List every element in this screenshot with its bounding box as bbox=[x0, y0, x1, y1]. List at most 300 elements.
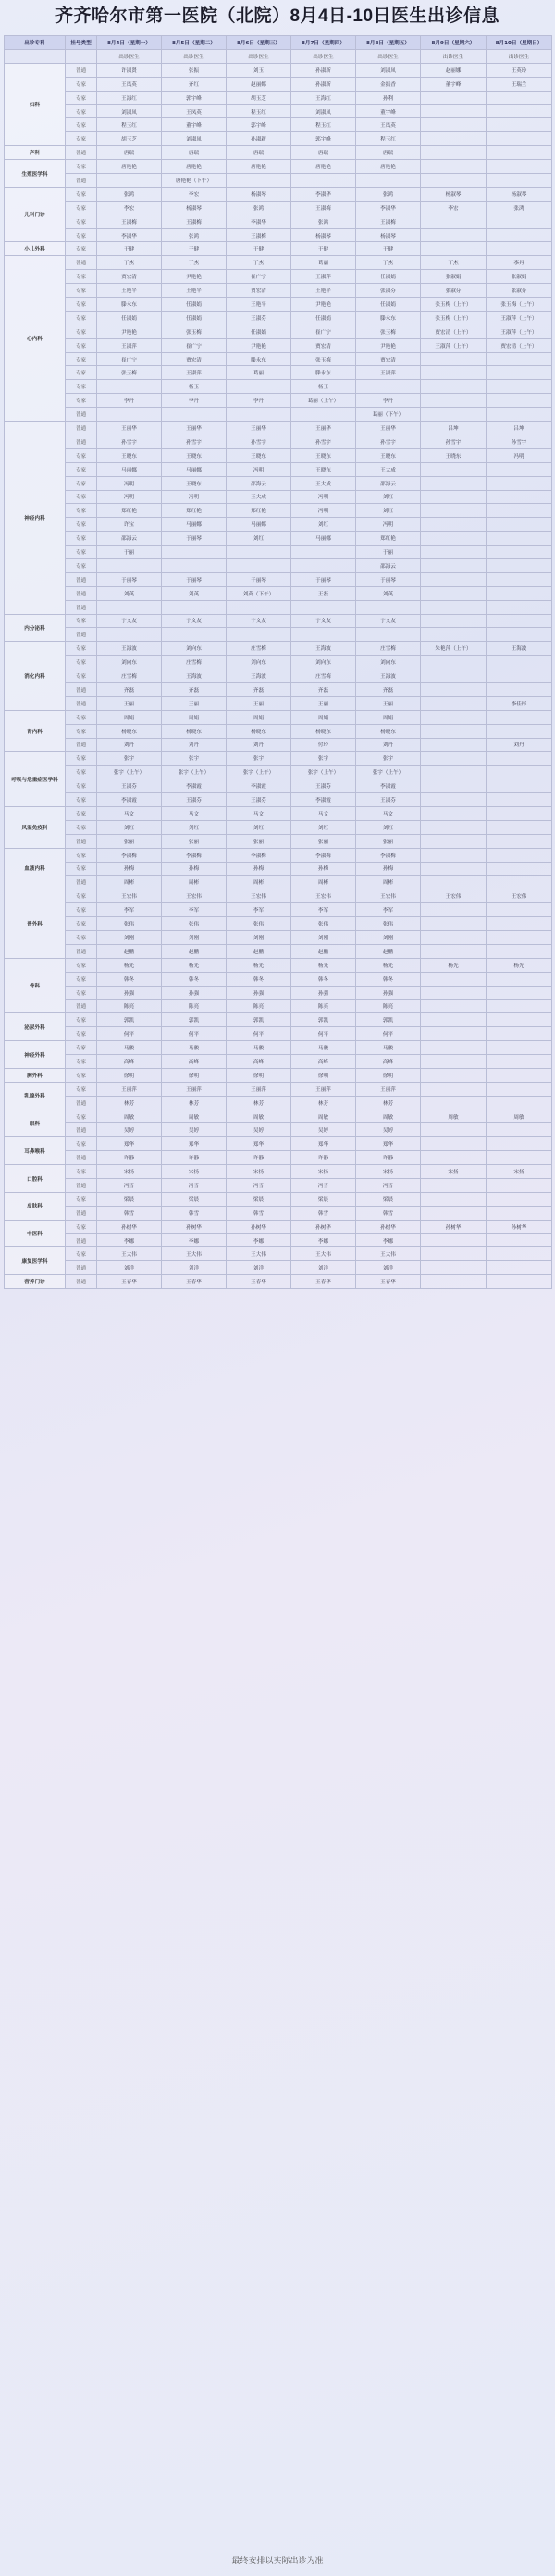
doctor-cell: 丁杰 bbox=[162, 256, 227, 270]
registration-type: 普通 bbox=[66, 1206, 97, 1220]
doctor-cell: 郑红艳 bbox=[97, 504, 162, 518]
doctor-cell: 程玉红 bbox=[97, 118, 162, 132]
doctor-cell: 周彬 bbox=[356, 876, 421, 889]
doctor-cell: 孙雪宇 bbox=[356, 435, 421, 448]
doctor-cell: 张丽 bbox=[162, 834, 227, 848]
doctor-cell bbox=[487, 1179, 552, 1193]
doctor-cell: 孙淑新 bbox=[291, 63, 356, 77]
doctor-cell: 于丽 bbox=[356, 546, 421, 559]
doctor-cell: 杨淑琴 bbox=[291, 228, 356, 242]
doctor-cell: 王海波 bbox=[291, 642, 356, 656]
doctor-cell: 于丽琴 bbox=[227, 572, 291, 586]
doctor-cell bbox=[421, 752, 487, 766]
registration-type: 普通 bbox=[66, 1000, 97, 1013]
doctor-cell: 林芳 bbox=[356, 1096, 421, 1110]
doctor-cell bbox=[421, 669, 487, 683]
doctor-cell: 李丹 bbox=[356, 394, 421, 408]
doctor-cell: 韩冬 bbox=[291, 972, 356, 986]
doctor-cell bbox=[487, 394, 552, 408]
registration-type: 专家 bbox=[66, 77, 97, 91]
doctor-cell: 张鸿 bbox=[97, 187, 162, 201]
department-name: 内分泌科 bbox=[5, 614, 66, 642]
doctor-cell bbox=[421, 174, 487, 188]
doctor-cell: 高峰 bbox=[291, 1055, 356, 1069]
doctor-cell: 于丽琴 bbox=[162, 532, 227, 546]
doctor-cell bbox=[487, 1068, 552, 1082]
doctor-cell bbox=[487, 600, 552, 614]
doctor-cell bbox=[97, 408, 162, 422]
doctor-cell: 马骏 bbox=[227, 1041, 291, 1055]
doctor-cell: 郑华 bbox=[291, 1137, 356, 1151]
registration-type: 专家 bbox=[66, 298, 97, 312]
doctor-cell: 杨光 bbox=[97, 958, 162, 972]
doctor-cell: 贾宏清 bbox=[97, 270, 162, 284]
doctor-cell: 郭凯 bbox=[227, 1013, 291, 1027]
doctor-cell bbox=[421, 586, 487, 600]
doctor-cell bbox=[487, 903, 552, 917]
doctor-cell: 李娜 bbox=[97, 1233, 162, 1247]
doctor-cell: 王淑芬 bbox=[227, 311, 291, 325]
doctor-cell bbox=[487, 1000, 552, 1013]
table-row bbox=[5, 380, 552, 394]
doctor-cell: 孙强 bbox=[291, 986, 356, 1000]
doctor-cell: 唐艳艳 bbox=[97, 160, 162, 174]
doctor-cell bbox=[162, 600, 227, 614]
registration-type: 普通 bbox=[66, 696, 97, 710]
doctor-cell: 王海波 bbox=[97, 642, 162, 656]
table-row bbox=[5, 628, 552, 642]
doctor-cell: 王晓东 bbox=[162, 448, 227, 462]
doctor-cell: 吴婷 bbox=[162, 1123, 227, 1137]
doctor-cell: 吴婷 bbox=[356, 1123, 421, 1137]
registration-type: 专家 bbox=[66, 325, 97, 338]
doctor-cell: 周娟 bbox=[356, 710, 421, 724]
doctor-cell: 王凤英 bbox=[356, 118, 421, 132]
registration-type: 专家 bbox=[66, 132, 97, 146]
doctor-cell bbox=[487, 752, 552, 766]
doctor-cell: 邵海云 bbox=[97, 532, 162, 546]
doctor-cell bbox=[487, 614, 552, 628]
doctor-cell: 王丽萍 bbox=[227, 1082, 291, 1096]
registration-type: 专家 bbox=[66, 242, 97, 256]
doctor-cell bbox=[227, 408, 291, 422]
registration-type: 专家 bbox=[66, 848, 97, 862]
doctor-cell: 张鸿 bbox=[291, 215, 356, 228]
table-row bbox=[5, 862, 552, 876]
doctor-cell: 王淑梅 bbox=[97, 215, 162, 228]
doctor-cell bbox=[487, 628, 552, 642]
doctor-cell bbox=[421, 1179, 487, 1193]
doctor-cell: 张丽 bbox=[291, 834, 356, 848]
doctor-cell: 孙梅 bbox=[97, 862, 162, 876]
table-row bbox=[5, 242, 552, 256]
table-row bbox=[5, 1275, 552, 1289]
registration-type: 专家 bbox=[66, 490, 97, 504]
doctor-cell: 张玉梅 bbox=[97, 366, 162, 380]
doctor-cell: 周彬 bbox=[291, 876, 356, 889]
doctor-cell: 郑华 bbox=[227, 1137, 291, 1151]
table-row bbox=[5, 311, 552, 325]
doctor-cell: 周彬 bbox=[227, 876, 291, 889]
doctor-cell: 王大成 bbox=[227, 490, 291, 504]
doctor-cell bbox=[421, 104, 487, 118]
doctor-cell: 李佳彤 bbox=[487, 696, 552, 710]
doctor-cell: 贾宏清 bbox=[291, 338, 356, 352]
registration-type: 普通 bbox=[66, 738, 97, 752]
doctor-cell: 冯雪 bbox=[356, 1179, 421, 1193]
doctor-cell: 庄雪梅 bbox=[162, 656, 227, 669]
table-row bbox=[5, 586, 552, 600]
doctor-cell: 唐瑞 bbox=[291, 146, 356, 160]
doctor-cell bbox=[421, 738, 487, 752]
registration-type: 专家 bbox=[66, 1013, 97, 1027]
doctor-cell: 王淑萍（上午） bbox=[487, 325, 552, 338]
doctor-cell bbox=[487, 1013, 552, 1027]
doctor-cell: 周敏 bbox=[421, 1110, 487, 1123]
doctor-cell: 孙雪宇 bbox=[162, 435, 227, 448]
header-day-3: 8月6日（星期三） bbox=[227, 36, 291, 50]
doctor-cell: 周敏 bbox=[227, 1110, 291, 1123]
doctor-cell: 张宇 bbox=[356, 752, 421, 766]
doctor-cell: 王丽萍 bbox=[291, 1082, 356, 1096]
doctor-cell bbox=[97, 600, 162, 614]
doctor-cell: 孙树华 bbox=[356, 1220, 421, 1233]
doctor-cell bbox=[487, 504, 552, 518]
table-row bbox=[5, 284, 552, 298]
doctor-cell: 王海红 bbox=[97, 91, 162, 104]
doctor-cell: 王宏伟 bbox=[227, 889, 291, 903]
table-row bbox=[5, 518, 552, 532]
doctor-cell: 宋扬 bbox=[97, 1165, 162, 1179]
doctor-cell bbox=[487, 146, 552, 160]
department-name: 产科 bbox=[5, 146, 66, 160]
doctor-cell: 高峰 bbox=[97, 1055, 162, 1069]
doctor-cell: 齐磊 bbox=[291, 682, 356, 696]
doctor-cell: 周敏 bbox=[162, 1110, 227, 1123]
doctor-cell: 王宏伟 bbox=[97, 889, 162, 903]
doctor-cell bbox=[487, 876, 552, 889]
doctor-cell bbox=[487, 848, 552, 862]
doctor-cell: 孙树华 bbox=[291, 1220, 356, 1233]
doctor-cell: 唐瑞 bbox=[97, 146, 162, 160]
table-row bbox=[5, 1055, 552, 1069]
doctor-cell bbox=[487, 917, 552, 931]
doctor-cell: 王艳平 bbox=[227, 298, 291, 312]
doctor-cell bbox=[487, 1055, 552, 1069]
doctor-cell: 贾宏清 bbox=[356, 352, 421, 366]
doctor-cell: 孙梅 bbox=[356, 862, 421, 876]
doctor-cell bbox=[487, 1151, 552, 1165]
doctor-cell bbox=[291, 600, 356, 614]
table-row bbox=[5, 724, 552, 738]
doctor-cell: 杨光 bbox=[291, 958, 356, 972]
department-name: 眼科 bbox=[5, 1110, 66, 1137]
doctor-cell: 郭宇峰 bbox=[162, 91, 227, 104]
registration-type: 专家 bbox=[66, 1220, 97, 1233]
registration-type: 专家 bbox=[66, 394, 97, 408]
header-type: 挂号类型 bbox=[66, 36, 97, 50]
doctor-cell: 任淑娟 bbox=[162, 311, 227, 325]
doctor-cell: 王英玲 bbox=[487, 63, 552, 77]
doctor-cell bbox=[227, 600, 291, 614]
table-row bbox=[5, 325, 552, 338]
doctor-cell: 尹艳艳 bbox=[291, 298, 356, 312]
table-row bbox=[5, 806, 552, 820]
doctor-cell: 冯雪 bbox=[291, 1179, 356, 1193]
doctor-cell: 刘淑凤 bbox=[291, 104, 356, 118]
table-row bbox=[5, 1233, 552, 1247]
doctor-cell: 崔广宁 bbox=[97, 352, 162, 366]
doctor-cell: 滕永东 bbox=[291, 366, 356, 380]
doctor-cell: 王海波 bbox=[356, 669, 421, 683]
doctor-cell: 王宏伟 bbox=[356, 889, 421, 903]
doctor-cell bbox=[421, 834, 487, 848]
doctor-cell: 马丽娜 bbox=[291, 532, 356, 546]
doctor-cell: 王丽华 bbox=[97, 422, 162, 435]
registration-type: 普通 bbox=[66, 174, 97, 188]
doctor-cell: 韩雪 bbox=[162, 1206, 227, 1220]
doctor-cell: 张淑芬 bbox=[356, 284, 421, 298]
doctor-cell: 马丽娜 bbox=[162, 462, 227, 476]
doctor-cell: 杨晓东 bbox=[291, 724, 356, 738]
doctor-cell: 王淑芬 bbox=[227, 793, 291, 807]
registration-type: 专家 bbox=[66, 903, 97, 917]
doctor-cell: 李娜 bbox=[291, 1233, 356, 1247]
registration-type: 普通 bbox=[66, 834, 97, 848]
sub-header-cell: 出诊医生 bbox=[97, 50, 162, 64]
doctor-cell: 邵海云 bbox=[356, 476, 421, 490]
table-row bbox=[5, 546, 552, 559]
doctor-cell bbox=[421, 1000, 487, 1013]
doctor-cell: 赵丽娜 bbox=[421, 63, 487, 77]
doctor-cell: 宁文友 bbox=[356, 614, 421, 628]
doctor-cell: 刘洋 bbox=[291, 1261, 356, 1275]
registration-type: 专家 bbox=[66, 532, 97, 546]
doctor-cell: 董宇峰 bbox=[162, 118, 227, 132]
doctor-cell: 王晓东 bbox=[162, 476, 227, 490]
doctor-cell: 于丽琴 bbox=[356, 572, 421, 586]
doctor-cell: 王艳平 bbox=[97, 284, 162, 298]
doctor-cell bbox=[487, 724, 552, 738]
doctor-cell: 韩冬 bbox=[162, 972, 227, 986]
doctor-cell bbox=[421, 408, 487, 422]
doctor-cell: 张淑芬 bbox=[487, 284, 552, 298]
doctor-cell bbox=[487, 793, 552, 807]
doctor-cell: 孙雪宇 bbox=[97, 435, 162, 448]
doctor-cell: 程玉红 bbox=[291, 118, 356, 132]
doctor-cell: 林芳 bbox=[227, 1096, 291, 1110]
department-name: 乳腺外科 bbox=[5, 1082, 66, 1110]
doctor-cell: 张宇 bbox=[162, 752, 227, 766]
doctor-cell: 王春华 bbox=[162, 1275, 227, 1289]
doctor-cell: 冯明 bbox=[291, 504, 356, 518]
doctor-cell: 王丽萍 bbox=[97, 1082, 162, 1096]
doctor-cell: 李丹 bbox=[487, 256, 552, 270]
registration-type: 普通 bbox=[66, 600, 97, 614]
doctor-cell bbox=[421, 558, 487, 572]
doctor-cell: 杨光 bbox=[421, 958, 487, 972]
doctor-cell: 郑华 bbox=[97, 1137, 162, 1151]
doctor-cell: 王艳平 bbox=[291, 284, 356, 298]
table-row bbox=[5, 270, 552, 284]
doctor-cell: 李丹 bbox=[162, 394, 227, 408]
doctor-cell: 吕坤 bbox=[421, 422, 487, 435]
doctor-cell: 王瑞兰 bbox=[487, 77, 552, 91]
doctor-cell: 许静 bbox=[162, 1151, 227, 1165]
doctor-cell: 郑红艳 bbox=[162, 504, 227, 518]
department-name: 皮肤科 bbox=[5, 1192, 66, 1220]
doctor-cell: 唐艳艳 bbox=[291, 160, 356, 174]
doctor-cell: 滕永东 bbox=[97, 298, 162, 312]
doctor-cell: 董宇峰 bbox=[421, 77, 487, 91]
doctor-cell bbox=[487, 779, 552, 793]
doctor-cell bbox=[421, 215, 487, 228]
table-row bbox=[5, 1041, 552, 1055]
doctor-cell: 王淑梅 bbox=[291, 201, 356, 215]
doctor-cell: 杨光 bbox=[227, 958, 291, 972]
doctor-cell: 王晓东 bbox=[291, 462, 356, 476]
doctor-cell bbox=[487, 669, 552, 683]
doctor-cell: 孙强 bbox=[97, 986, 162, 1000]
department-name: 生殖医学科 bbox=[5, 160, 66, 188]
doctor-cell bbox=[487, 1192, 552, 1206]
table-row bbox=[5, 215, 552, 228]
registration-type: 专家 bbox=[66, 656, 97, 669]
doctor-cell: 王凤英 bbox=[97, 77, 162, 91]
doctor-cell bbox=[421, 242, 487, 256]
department-name: 消化内科 bbox=[5, 642, 66, 710]
doctor-cell: 王大伟 bbox=[291, 1247, 356, 1261]
doctor-cell: 孙树华 bbox=[162, 1220, 227, 1233]
doctor-cell: 李军 bbox=[291, 903, 356, 917]
department-name: 神经外科 bbox=[5, 1041, 66, 1069]
doctor-cell: 刘红 bbox=[356, 504, 421, 518]
doctor-cell: 王春华 bbox=[97, 1275, 162, 1289]
doctor-cell: 王大伟 bbox=[356, 1247, 421, 1261]
doctor-cell: 李淑华 bbox=[291, 187, 356, 201]
doctor-cell bbox=[421, 710, 487, 724]
doctor-cell bbox=[487, 558, 552, 572]
table-row bbox=[5, 118, 552, 132]
doctor-cell bbox=[421, 848, 487, 862]
doctor-cell: 王淑芬 bbox=[97, 779, 162, 793]
table-row bbox=[5, 669, 552, 683]
doctor-cell: 唐瑞 bbox=[356, 146, 421, 160]
table-row bbox=[5, 504, 552, 518]
registration-type: 专家 bbox=[66, 448, 97, 462]
table-row bbox=[5, 958, 552, 972]
doctor-cell: 葛丽 bbox=[291, 256, 356, 270]
doctor-cell: 齐磊 bbox=[162, 682, 227, 696]
doctor-cell: 孙雪宇 bbox=[421, 435, 487, 448]
doctor-cell: 唐艳艳 bbox=[227, 160, 291, 174]
doctor-cell bbox=[421, 820, 487, 834]
doctor-cell bbox=[487, 862, 552, 876]
doctor-cell: 冯明 bbox=[162, 490, 227, 504]
doctor-cell: 刘红 bbox=[227, 532, 291, 546]
doctor-cell: 任淑娟 bbox=[97, 311, 162, 325]
doctor-cell: 王宏伟 bbox=[291, 889, 356, 903]
doctor-cell bbox=[487, 1233, 552, 1247]
doctor-cell: 韩雪 bbox=[291, 1206, 356, 1220]
doctor-cell: 宁文友 bbox=[97, 614, 162, 628]
doctor-cell: 宁文友 bbox=[291, 614, 356, 628]
doctor-cell: 梁晨 bbox=[291, 1192, 356, 1206]
doctor-cell: 李宏 bbox=[421, 201, 487, 215]
registration-type: 专家 bbox=[66, 889, 97, 903]
doctor-cell: 宁文友 bbox=[162, 614, 227, 628]
doctor-cell: 王丽 bbox=[291, 696, 356, 710]
doctor-cell: 王丽 bbox=[356, 696, 421, 710]
doctor-cell: 韩雪 bbox=[356, 1206, 421, 1220]
doctor-cell: 张玉梅（上午） bbox=[487, 298, 552, 312]
doctor-cell: 尹艳艳 bbox=[162, 270, 227, 284]
doctor-cell: 杨淑琴 bbox=[356, 228, 421, 242]
doctor-cell bbox=[227, 380, 291, 394]
sub-header-cell: 出诊医生 bbox=[227, 50, 291, 64]
doctor-cell bbox=[421, 380, 487, 394]
doctor-cell: 周彬 bbox=[162, 876, 227, 889]
doctor-cell: 李淑霞 bbox=[162, 779, 227, 793]
doctor-cell bbox=[421, 1123, 487, 1137]
doctor-cell: 张伟 bbox=[227, 917, 291, 931]
registration-type: 普通 bbox=[66, 586, 97, 600]
doctor-cell: 何平 bbox=[356, 1027, 421, 1041]
doctor-cell: 于丽琴 bbox=[97, 572, 162, 586]
doctor-cell bbox=[487, 462, 552, 476]
doctor-cell bbox=[421, 1013, 487, 1027]
doctor-cell: 齐红 bbox=[162, 77, 227, 91]
registration-type: 专家 bbox=[66, 1110, 97, 1123]
table-row bbox=[5, 1096, 552, 1110]
doctor-cell bbox=[487, 572, 552, 586]
doctor-cell: 王宏伟 bbox=[162, 889, 227, 903]
doctor-cell: 刘英（下午） bbox=[227, 586, 291, 600]
doctor-cell: 高峰 bbox=[162, 1055, 227, 1069]
doctor-cell: 金振香 bbox=[356, 77, 421, 91]
doctor-cell: 尹艳艳 bbox=[97, 325, 162, 338]
doctor-cell: 宋扬 bbox=[162, 1165, 227, 1179]
doctor-cell: 高峰 bbox=[227, 1055, 291, 1069]
doctor-cell: 杨晓东 bbox=[162, 724, 227, 738]
doctor-cell bbox=[487, 160, 552, 174]
table-row bbox=[5, 132, 552, 146]
doctor-cell: 刘丹 bbox=[356, 738, 421, 752]
doctor-cell bbox=[421, 91, 487, 104]
doctor-cell: 张宇 bbox=[97, 752, 162, 766]
doctor-cell: 徐明 bbox=[227, 1068, 291, 1082]
table-row bbox=[5, 490, 552, 504]
doctor-cell: 程玉红 bbox=[356, 132, 421, 146]
doctor-cell: 郭凯 bbox=[291, 1013, 356, 1027]
doctor-cell: 朱艳萍（上午） bbox=[421, 642, 487, 656]
doctor-cell bbox=[487, 546, 552, 559]
registration-type: 普通 bbox=[66, 422, 97, 435]
doctor-cell bbox=[421, 1275, 487, 1289]
table-row bbox=[5, 1123, 552, 1137]
registration-type: 专家 bbox=[66, 614, 97, 628]
doctor-cell bbox=[97, 174, 162, 188]
doctor-cell: 马文 bbox=[162, 806, 227, 820]
doctor-cell bbox=[97, 380, 162, 394]
doctor-cell: 贾宏清 bbox=[162, 352, 227, 366]
doctor-cell: 王丽 bbox=[97, 696, 162, 710]
doctor-cell: 尹艳艳 bbox=[227, 338, 291, 352]
doctor-cell: 任淑娟 bbox=[162, 298, 227, 312]
header-day-1: 8月4日（星期一） bbox=[97, 36, 162, 50]
registration-type: 专家 bbox=[66, 958, 97, 972]
doctor-cell: 王海波 bbox=[162, 669, 227, 683]
